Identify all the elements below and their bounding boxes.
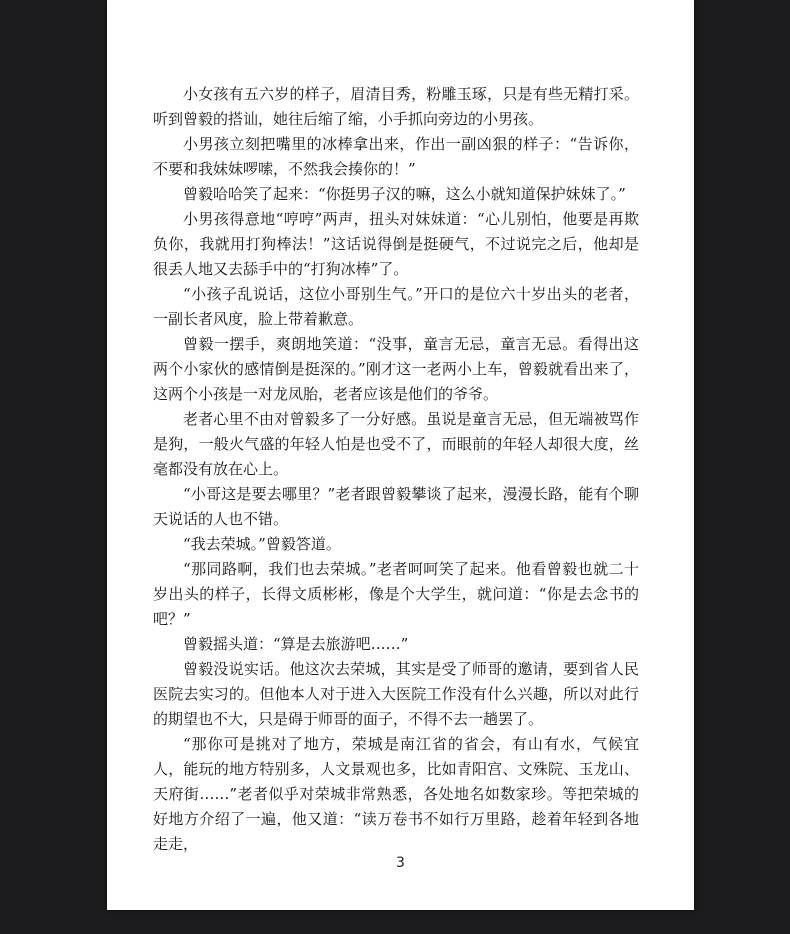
paragraph: 老者心里不由对曾毅多了一分好感。虽说是童言无忌，但无端被骂作是狗，一般火气盛的年轻人怕是也受不了，而眼前的年轻人却很大度，丝毫都没有放在心上。 xyxy=(153,410,639,478)
paragraph: 曾毅没说实话。他这次去荣城，其实是受了师哥的邀请，要到省人民医院去实习的。但他本人对于进入大医院工作没有什么兴趣，所以对此行的期望也不大，只是碍于师哥的面子，不得不去一趟罢了。 xyxy=(153,660,639,728)
paragraph: “小哥这是要去哪里？”老者跟曾毅攀谈了起来，漫漫长路，能有个聊天说话的人也不错。 xyxy=(153,485,639,528)
book-page xyxy=(107,0,694,910)
paragraph: 曾毅摇头道：“算是去旅游吧……” xyxy=(183,635,409,653)
paragraph: 曾毅哈哈笑了起来：“你挺男子汉的嘛，这么小就知道保护妹妹了。” xyxy=(183,185,626,203)
page-number: 3 xyxy=(396,855,405,871)
paragraph: 小男孩立刻把嘴里的冰棒拿出来，作出一副凶狠的样子：“告诉你，不要和我妹妹啰嗦，不然我会揍你的！” xyxy=(153,135,639,178)
paragraph: “小孩子乱说话，这位小哥别生气。”开口的是位六十岁出头的老者，一副长者风度，脸上带着歉意。 xyxy=(153,285,639,328)
paragraph: 小女孩有五六岁的样子，眉清目秀，粉雕玉琢，只是有些无精打采。听到曾毅的搭讪，她往后缩了缩，小手抓向旁边的小男孩。 xyxy=(153,85,639,128)
paragraph: “我去荣城。”曾毅答道。 xyxy=(183,535,341,553)
paragraph: “那同路啊，我们也去荣城。”老者呵呵笑了起来。他看曾毅也就二十岁出头的样子，长得文质彬彬，像是个大学生，就问道：“你是去念书的吧？” xyxy=(153,560,639,628)
paragraph: 曾毅一摆手，爽朗地笑道：“没事，童言无忌，童言无忌。看得出这两个小家伙的感情倒是挺深的。”刚才这一老两小上车，曾毅就看出来了，这两个小孩是一对龙凤胎，老者应该是他们的爷爷。 xyxy=(153,335,639,403)
page-text-body xyxy=(153,82,639,857)
paragraph: “那你可是挑对了地方，荣城是南江省的省会，有山有水，气候宜人，能玩的地方特别多，人文景观也多，比如青阳宫、文殊院、玉龙山、天府街……”老者似乎对荣城非常熟悉，各处地名如数家珍。等把荣城的好地方介绍了一遍，他又道：“读万卷书不如行万里路，趁着年轻到各地走走， xyxy=(153,735,639,853)
paragraph: 小男孩得意地“哼哼”两声，扭头对妹妹道：“心儿别怕，他要是再欺负你，我就用打狗棒法！”这话说得倒是挺硬气，不过说完之后，他却是很丢人地又去舔手中的“打狗冰棒”了。 xyxy=(153,210,639,278)
